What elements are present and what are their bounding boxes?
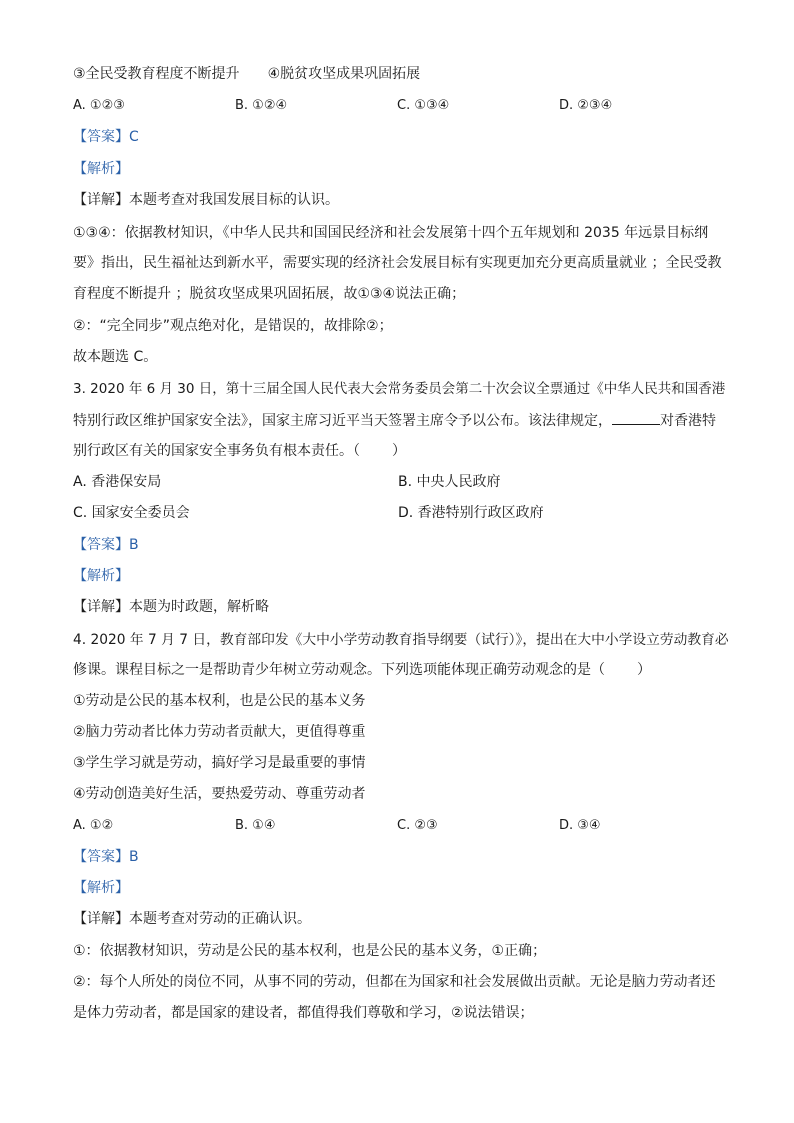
q4-item-3: ③学生学习就是劳动，搞好学习是最重要的事情	[73, 755, 366, 771]
q2-choice-d: D. ②③④	[559, 98, 613, 113]
q3-choices-row-2	[73, 503, 733, 523]
q3-choice-d: D. 香港特别行政区政府	[398, 505, 544, 521]
q3-detail: 【详解】本题为时政题，解析略	[73, 599, 269, 615]
q2-explanation-wrong: ②：“完全同步”观点绝对化，是错误的，故排除②；	[73, 318, 393, 334]
q4-stem-line-2-text: 修课。课程目标之一是帮助青少年树立劳动观念。下列选项能体现正确劳动观念的是（	[73, 662, 605, 678]
q2-option-3: ③全民受教育程度不断提升	[73, 66, 240, 82]
q4-choice-a: A. ①②	[73, 818, 114, 833]
q2-explanation-line-2: 要》指出，民生福祉达到新水平，需要实现的经济社会发展目标有实现更加充分更高质量就业 ；全民受教	[73, 255, 722, 271]
q4-choice-b: B. ①④	[235, 818, 276, 833]
q3-stem-line-2	[73, 410, 733, 431]
q4-analysis-label: 【解析】	[73, 880, 129, 896]
q2-conclusion: 故本题选 C。	[73, 349, 158, 365]
q2-choice-b: B. ①②④	[235, 98, 288, 113]
fill-in-blank	[612, 410, 660, 425]
q3-stem-line-2-tail: 对香港特	[660, 413, 716, 429]
q3-answer: 【答案】B	[73, 537, 139, 553]
q2-choices	[73, 96, 733, 116]
q3-analysis-label: 【解析】	[73, 568, 129, 584]
q2-options-row	[73, 64, 733, 84]
q3-stem-line-3	[73, 441, 733, 461]
q3-stem-line-3-text: 别行政区有关的国家安全事务负有根本责任。（	[73, 443, 360, 459]
q4-item-2: ②脑力劳动者比体力劳动者贡献大，更值得尊重	[73, 724, 366, 740]
q2-option-4: ④脱贫攻坚成果巩固拓展	[267, 66, 421, 82]
q4-explanation-2-line-1: ②：每个人所处的岗位不同，从事不同的劳动，但都在为国家和社会发展做出贡献。无论是脑力劳动者还	[73, 974, 716, 990]
q3-close-paren: ）	[392, 443, 406, 459]
q4-item-1: ①劳动是公民的基本权利，也是公民的基本义务	[73, 693, 366, 709]
q2-explanation-line-3: 育程度不断提升 ；脱贫攻坚成果巩固拓展，故①③④说法正确；	[73, 286, 466, 302]
q4-detail: 【详解】本题考查对劳动的正确认识。	[73, 911, 311, 927]
q2-analysis-label: 【解析】	[73, 161, 129, 177]
q3-choice-a: A. 香港保安局	[73, 474, 162, 490]
q2-choice-c: C. ①③④	[397, 98, 450, 113]
q4-stem-line-2	[73, 660, 733, 680]
q3-choices-row-1	[73, 472, 733, 492]
q4-stem-line-1: 4. 2020 年 7 月 7 日，教育部印发《大中小学劳动教育指导纲要（试行）》，提出在大中小学设立劳动教育必	[73, 632, 729, 648]
q2-choice-a: A. ①②③	[73, 98, 125, 113]
q3-choice-b: B. 中央人民政府	[398, 474, 501, 490]
q4-answer: 【答案】B	[73, 849, 139, 865]
q4-item-4: ④劳动创造美好生活，要热爱劳动、尊重劳动者	[73, 786, 366, 802]
q2-explanation-line-1: ①③④：依据教材知识，《中华人民共和国国民经济和社会发展第十四个五年规划和 2035 年远景目标纲	[73, 225, 709, 241]
q4-explanation-1: ①：依据教材知识，劳动是公民的基本权利，也是公民的基本义务，①正确；	[73, 943, 547, 959]
q4-choices	[73, 816, 733, 836]
q4-choice-c: C. ②③	[397, 818, 438, 833]
q4-choice-d: D. ③④	[559, 818, 601, 833]
q3-choice-c: C. 国家安全委员会	[73, 505, 190, 521]
q2-answer: 【答案】C	[73, 129, 139, 145]
q4-close-paren: ）	[637, 662, 651, 678]
q3-stem-line-2-text: 特别行政区维护国家安全法》，国家主席习近平当天签署主席令予以公布。该法律规定，	[73, 413, 612, 429]
q2-detail: 【详解】本题考查对我国发展目标的认识。	[73, 192, 339, 208]
q3-stem-line-1: 3. 2020 年 6 月 30 日，第十三届全国人民代表大会常务委员会第二十次会议全票通过《中华人民共和国香港	[73, 381, 726, 397]
q4-explanation-2-line-2: 是体力劳动者，都是国家的建设者，都值得我们尊敬和学习，②说法错误；	[73, 1005, 534, 1021]
